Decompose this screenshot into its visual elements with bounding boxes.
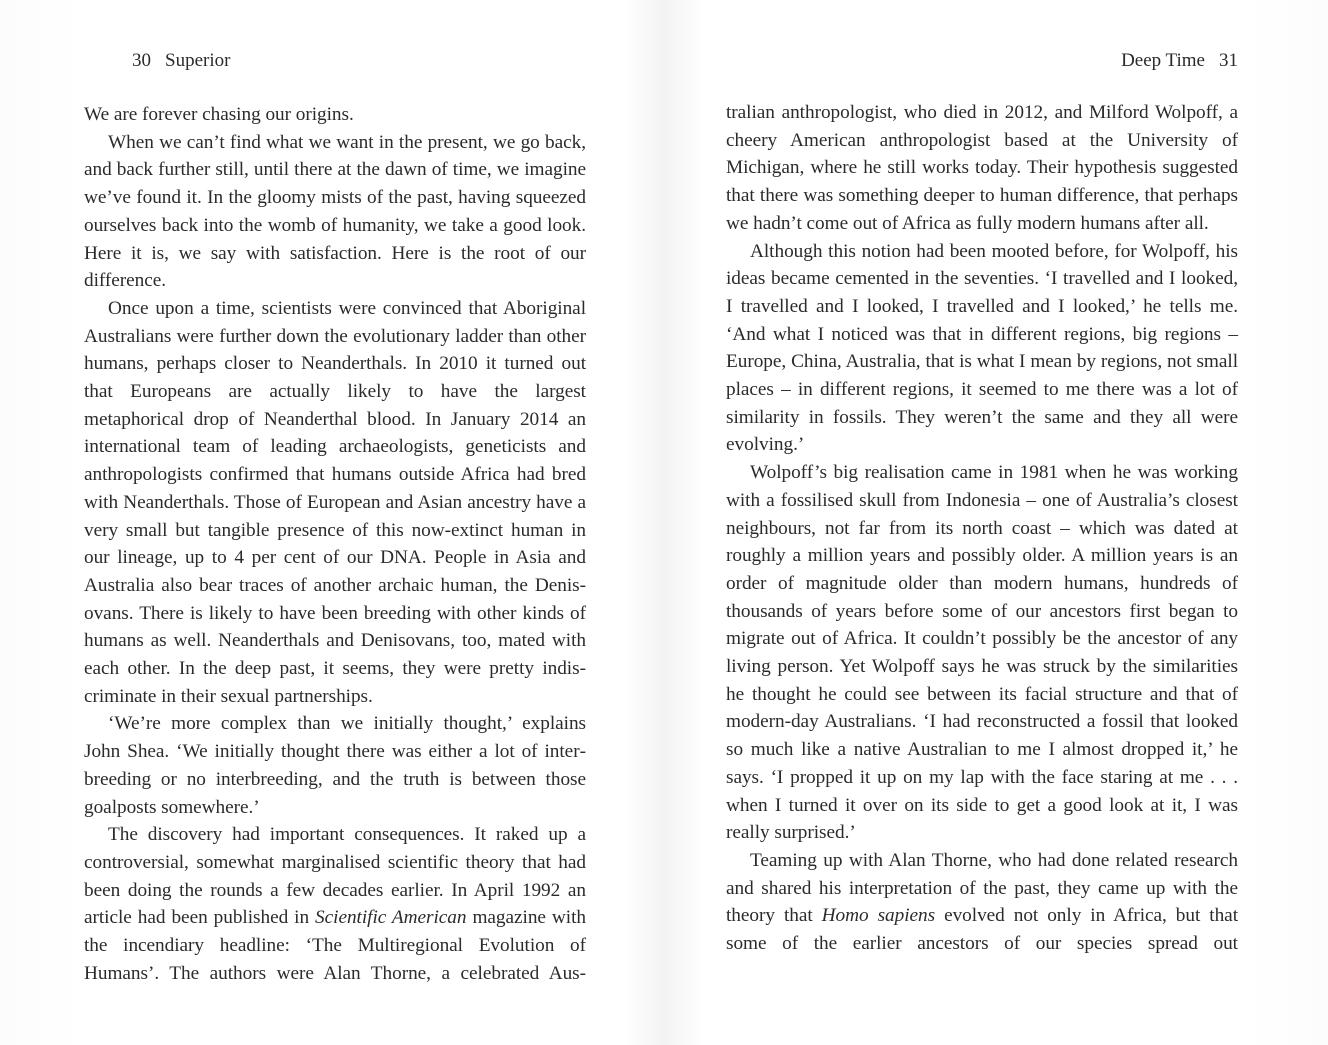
left-page-number: 30 xyxy=(132,50,151,71)
left-running-title: Superior xyxy=(165,50,231,71)
paragraph: Wolpoff’s big realisation came in 1981 when he was working with a fossilised skull from Indonesia – one of Australia’s closest neighbours, not far from its north coast – which was dated at roughly a million years and possibly older. A million years is an order of magnitude older than modern humans, hundreds of thousands of years before some of our ancestors first began to migrate out of Africa. It couldn’t possibly be the ancestor of any living person. Yet Wolpoff says he was struck by the similarities he thought he could see between its facial structure and that of modern-day Australians. ‘I had reconstructed a fossil that looked so much like a native Australian to me I almost dropped it,’ he says. ‘I propped it up on my lap with the face staring at me . . . when I turned it over on its side to get a good look at it, I was really surprised.’ xyxy=(726,462,1238,844)
paragraph: Although this notion had been mooted before, for Wolpoff, his ideas became cemented in the seventies. ‘I travelled and I looked, I travelled and I looked, I travelled and I looked,’ he tells me. ‘And what I noticed was that in different regions, big regions – Europe, China, Australia, that is what I mean by regions, not small places – in different regions, it seemed to me there was a lot of similarity in fossils. They weren’t the same and they all were evolving.’ xyxy=(726,240,1238,456)
right-page-number: 31 xyxy=(1219,50,1238,71)
paragraph xyxy=(84,821,586,987)
paragraph: When we can’t find what we want in the present, we go back, and back further still, until there at the dawn of time, we imagine we’ve found it. In the gloomy mists of the past, having squeezed ourselves back into the womb of humanity, we take a good look. Here it is, we say with satisfaction. Here is the root of our difference. xyxy=(84,131,586,292)
text-run: Teaming up with Alan Thorne, who had done related research and shared his interpretation of the past, they came up with the theory that xyxy=(726,849,1238,927)
right-body-text xyxy=(726,99,1238,958)
italic-term: Homo sapiens xyxy=(821,905,936,927)
paragraph: ‘We’re more complex than we initially thought,’ explains John Shea. ‘We initially thought there was either a lot of interbreeding or no interbreeding, and the truth is between those goalposts somewhere.’ xyxy=(84,713,586,818)
right-running-title: Deep Time xyxy=(1121,50,1205,71)
left-running-head xyxy=(132,48,230,74)
right-running-head xyxy=(1121,48,1238,74)
paragraph: We are forever chasing our origins. xyxy=(84,104,354,125)
paragraph: tralian anthropologist, who died in 2012, and Milford Wolpoff, a cheery American anthropologist based at the University of Michigan, where he still works today. Their hypothesis suggested that there was something deeper to human difference, that perhaps we hadn’t come out of Africa as fully modern humans after all. xyxy=(726,102,1238,234)
text-run: evolved not only in Africa, but that some of the earlier ancestors of our species spread out xyxy=(726,905,1238,955)
paragraph: Once upon a time, scientists were convinced that Aboriginal Australians were further down the evolutionary ladder than other humans, perhaps closer to Neanderthals. In 2010 it turned out that Europeans are actually likely to have the largest metaphorical drop of Neanderthal blood. In January 2014 an international team of leading archaeologists, geneticists and anthropologists confirmed that humans outside Africa had bred with Neanderthals. Those of European and Asian ancestry have a very small but tangible presence of this now-extinct human in our lineage, up to 4 per cent of our DNA. People in Asia and Australia also bear traces of another archaic human, the Denisovans. There is likely to have been breeding with other kinds of humans as well. Neanderthals and Denisovans, too, mated with each other. In the deep past, it seems, they were pretty indiscriminate in their sexual partnerships. xyxy=(84,297,586,707)
italic-title: Scientific American xyxy=(315,907,467,929)
left-body-text xyxy=(84,101,586,988)
right-page xyxy=(726,0,1238,1045)
text-run: The discovery had important consequences. It raked up a controversial, somewhat marginalised scientific theory that had been doing the rounds a few decades earlier. In April 1992 an article had been published in xyxy=(84,824,586,929)
left-page xyxy=(84,0,586,1045)
paragraph xyxy=(726,847,1238,958)
text-run: magazine with the incendiary headline: ‘The Multiregional Evolution of Humans’. The authors were Alan Thorne, a celebrated Aus- xyxy=(84,907,586,984)
